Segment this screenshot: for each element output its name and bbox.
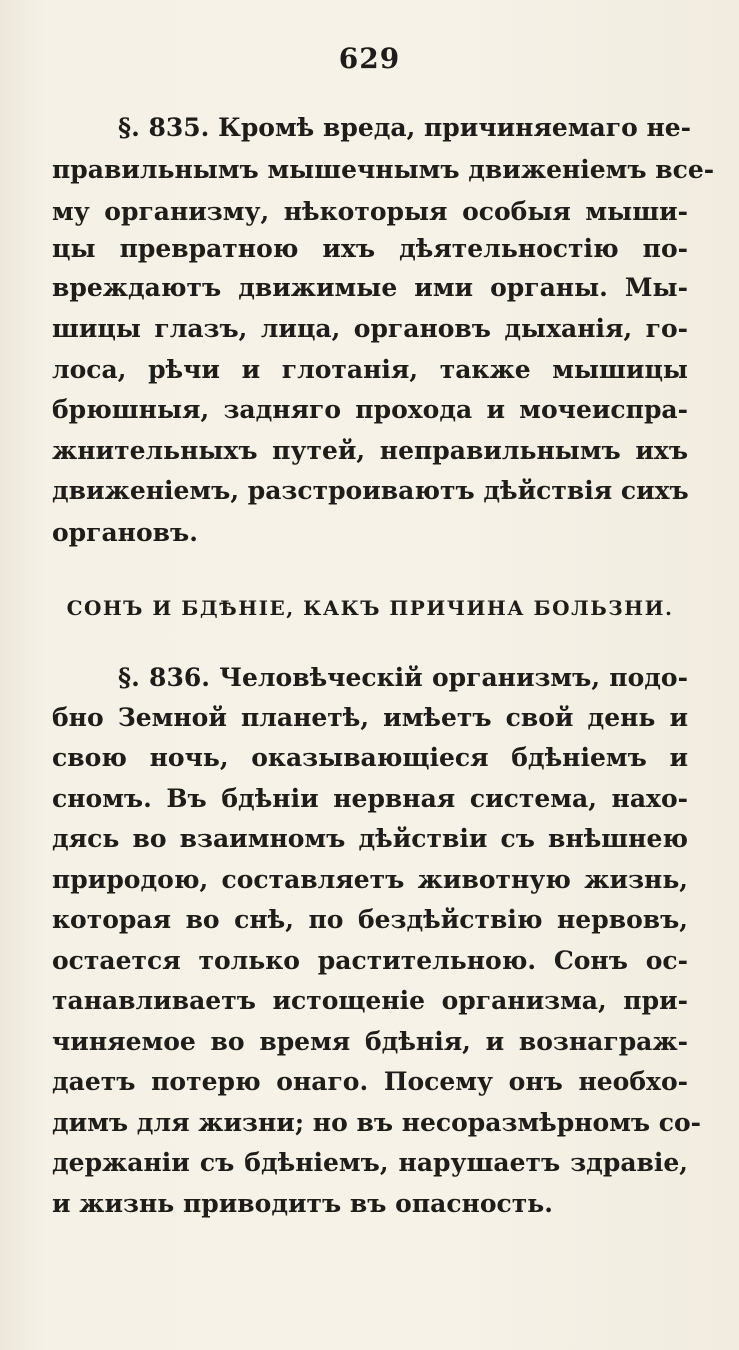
text-line: даетъ потерю онаго. Посему онъ необхо- <box>52 1067 688 1096</box>
text-line: органовъ. <box>52 518 198 547</box>
text-line: держаніи съ бдѣніемъ, нарушаетъ здравіе, <box>52 1148 688 1177</box>
text-line: остается только растительною. Сонъ ос- <box>52 946 688 975</box>
text-line: движеніемъ, разстроиваютъ дѣйствія сихъ <box>52 476 689 505</box>
text-line: §. 835. Кромѣ вреда, причиняемаго не- <box>118 113 692 142</box>
text-line: вреждаютъ движимые ими органы. Мы- <box>52 273 688 302</box>
text-line: лоса, рѣчи и глотанія, также мышицы <box>52 355 688 384</box>
text-line: которая во снѣ, по бездѣйствію нервовъ, <box>52 905 688 934</box>
text-line: свою ночь, оказывающіеся бдѣніемъ и <box>52 743 688 772</box>
text-line: цы превратною ихъ дѣятельностію по- <box>52 234 688 263</box>
section-heading: СОНЪ И БДѢНІЕ, КАКЪ ПРИЧИНА БОЛЬЗНИ. <box>66 596 674 620</box>
text-line: шицы глазъ, лица, органовъ дыханія, го- <box>52 314 688 343</box>
text-line: му организму, нѣкоторыя особыя мыши- <box>52 197 688 226</box>
text-line: бно Земной планетѣ, имѣетъ свой день и <box>52 703 688 732</box>
text-line: сномъ. Въ бдѣніи нервная система, нахо- <box>52 784 688 813</box>
text-line: правильнымъ мышечнымъ движеніемъ все- <box>52 155 715 184</box>
text-line: §. 836. Человѣческій организмъ, подо- <box>118 663 688 692</box>
text-line: танавливаетъ истощеніе организма, при- <box>52 986 688 1015</box>
page-number: 629 <box>338 42 401 75</box>
text-line: дясь во взаимномъ дѣйствіи съ внѣшнею <box>52 824 688 853</box>
text-line: и жизнь приводитъ въ опасность. <box>52 1189 553 1218</box>
text-line: чиняемое во время бдѣнія, и вознаграж- <box>52 1027 688 1056</box>
text-line: жнительныхъ путей, неправильнымъ ихъ <box>52 436 688 465</box>
text-line: брюшныя, задняго прохода и мочеиспра- <box>52 395 688 424</box>
text-line: природою, составляетъ животную жизнь, <box>52 865 688 894</box>
text-line: димъ для жизни; но въ несоразмѣрномъ со- <box>52 1108 702 1137</box>
